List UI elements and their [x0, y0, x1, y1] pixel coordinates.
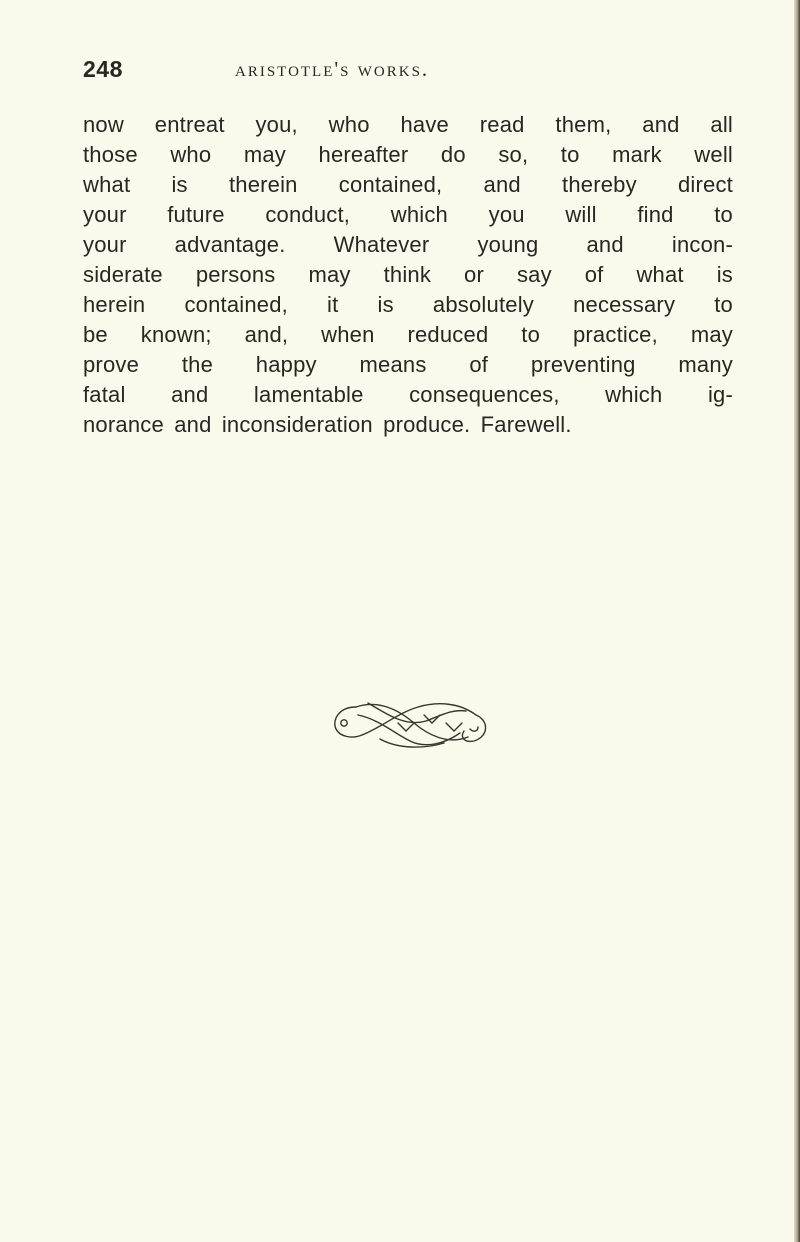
body-paragraph: [83, 110, 733, 440]
page-number: 248: [83, 56, 123, 82]
text-line: now entreat you, who have read them, and all: [83, 112, 733, 137]
knot-tailpiece-ornament-icon: [328, 693, 492, 751]
text-line: norance and inconsideration produce. Farewell.: [83, 412, 572, 437]
page-edge: [794, 0, 800, 1242]
page-header: [83, 56, 733, 92]
text-line: your future conduct, which you will find to: [83, 202, 733, 227]
running-head: aristotle's works.: [235, 57, 430, 81]
text-line: fatal and lamentable consequences, which ig-: [83, 382, 733, 407]
text-line: what is therein contained, and thereby direct: [83, 172, 733, 197]
text-line: those who may hereafter do so, to mark well: [83, 142, 733, 167]
text-line: your advantage. Whatever young and incon-: [83, 232, 733, 257]
text-line: herein contained, it is absolutely necessary to: [83, 292, 733, 317]
text-line: prove the happy means of preventing many: [83, 352, 733, 377]
text-line: siderate persons may think or say of what is: [83, 262, 733, 287]
text-line: be known; and, when reduced to practice, may: [83, 322, 733, 347]
